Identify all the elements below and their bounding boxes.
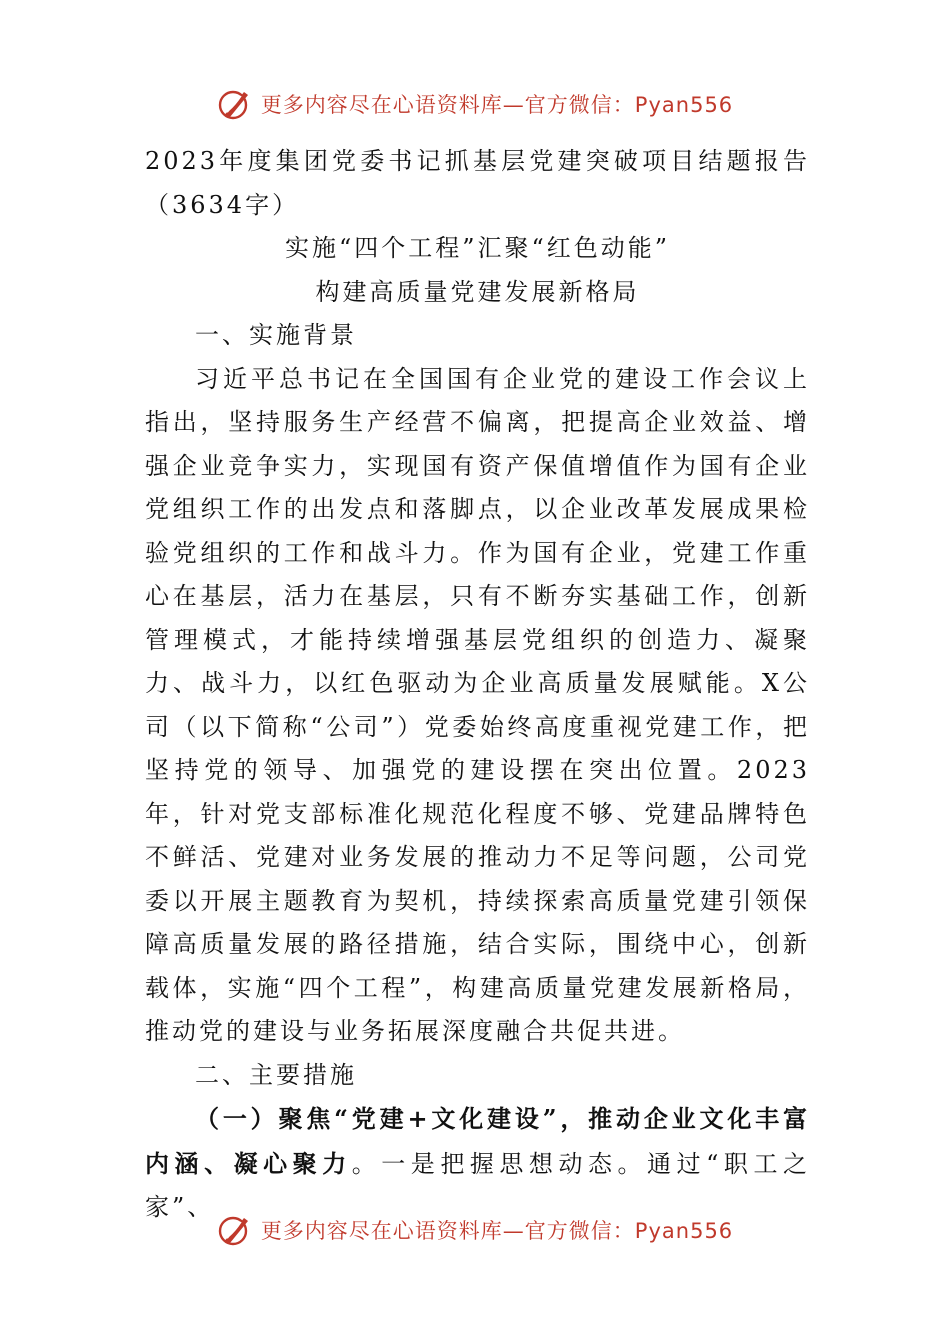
watermark-text-bottom: 更多内容尽在心语资料库—官方微信：Pyan556 (260, 1219, 734, 1243)
watermark-text-top: 更多内容尽在心语资料库—官方微信：Pyan556 (260, 93, 734, 117)
document-title: 2023年度集团党委书记抓基层党建突破项目结题报告（3634字） (145, 147, 810, 219)
quill-logo-icon (217, 1212, 253, 1248)
document-body (145, 140, 810, 1230)
section-2-heading: 二、主要措施 (195, 1060, 357, 1089)
document-subtitle-2: 构建高质量党建发展新格局 (315, 277, 640, 306)
section-1-heading: 一、实施背景 (195, 321, 357, 349)
watermark-banner-top (0, 82, 950, 126)
quill-logo-icon (217, 86, 253, 122)
measure-1-heading: （一）聚焦“党建+文化建设”，推动企业文化丰富内涵、凝心聚力 (145, 1104, 810, 1178)
measure-1-text: 。一是把握思想动态。通过“职工之家”、 (145, 1149, 810, 1221)
section-1-paragraph: 习近平总书记在全国国有企业党的建设工作会议上指出，坚持服务生产经营不偏离，把提高企业效益、增强企业竞争实力，实现国有资产保值增值作为国有企业党组织工作的出发点和落脚点，以企业改革发展成果检验党组织的工作和战斗力。作为国有企业，党建工作重心在基层，活力在基层，只有不断夯实基础工作，创新管理模式，才能持续增强基层党组织的创造力、凝聚力、战斗力，以红色驱动为企业高质量发展赋能。X公司（以下简称“公司”）党委始终高度重视党建工作，把坚持党的领导、加强党的建设摆在突出位置。2023年，针对党支部标准化规范化程度不够、党建品牌特色不鲜活、党建对业务发展的推动力不足等问题，公司党委以开展主题教育为契机，持续探索高质量党建引领保障高质量发展的路径措施，结合实际，围绕中心，创新载体，实施“四个工程”，构建高质量党建发展新格局，推动党的建设与业务拓展深度融合共促共进。 (145, 364, 810, 1045)
watermark-banner-bottom (0, 1208, 950, 1252)
document-subtitle-1: 实施“四个工程”汇聚“红色动能” (284, 234, 671, 262)
